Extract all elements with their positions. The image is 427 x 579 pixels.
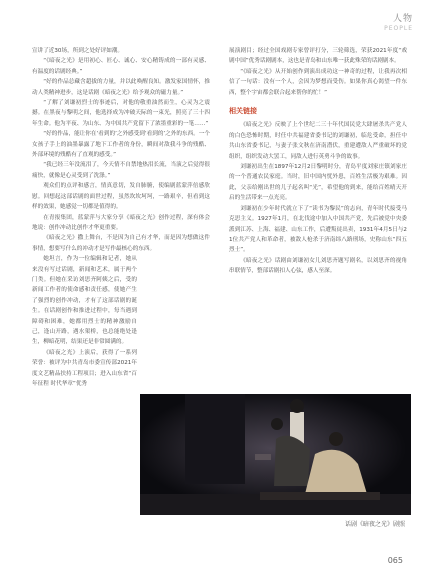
page-number: 065 (387, 556, 403, 565)
section-tag (384, 11, 413, 32)
paragraph: 《暗夜之光》反映了上个世纪二三十年代国民党大肆屠杀共产党人的白色恐怖时期，时任中共福建省委书记的刘谦初，临危受命，担任中共山东省委书记，与妻子张文秋在济南潜伏，重建遭敌人严重破坏的党组织，组织发动大罢工，同敌人进行英勇斗争的故事。 (229, 122, 407, 160)
paragraph: 观众们的点评和感言，情真意切，发自肺腑，使编剧蓝蒙萍倍感欣慰。回想起这部话剧的面世过程，虽然坎坎坷坷，一路艰辛，但看到这样的效果，她感觉一切都是值得的。 (32, 183, 210, 211)
photo-caption: 话剧《暗夜之光》剧照 (344, 521, 405, 528)
related-links-title: 相关链接 (229, 107, 257, 116)
paragraph: “好的作品，能让你在‘看到的’之外感受到‘看到的’之外的东西。一个女孩子手上的油墨暴露了地下工作者的身份，瞬间对敌我斗争的残酷、外部环境的残酷有了直观的感受。” (32, 131, 210, 159)
paragraph: 《暗夜之光》上演后，获得了一系列荣誉：被评为中共青岛市委宣传部2021年度文艺精品扶持工程项目；进入山东省“百年征程 时代华章”优秀 (32, 349, 137, 387)
paragraph: 刘谦初出生在1897年12月2日黎明时分，青岛平度刘家庄镇刘家庄的一个普通农民家庭。当时，旧中国内忧外患，百姓生活极为艰难。因此，父亲给刚出世的儿子起名叫“光”，希望他的到来，能给百姓晴天开启的生活带来一点光亮。 (229, 164, 407, 202)
paragraph: 刘谦初在少年时代就立下了“读书为黎民”的志向，青年时代接受马克思主义。1927年1月，在北伐途中加入中国共产党，先后被党中央委派到江苏、上海、福建、山东工作，后遭叛徒出卖，1931年4月5日与21位共产党人和革命者，被敌人枪杀于济南纬八路刑场，史称山东“四五烈士”。 (229, 205, 407, 254)
paragraph: “《暗夜之光》是用初心、匠心、诚心、安心精铸成的一部有灵感、有温度的话剧经典。” (32, 58, 210, 75)
paragraph: 在青报集团，蓝蒙萍与大家分享《暗夜之光》创作过程，深有体会地说：创作冲动比创作才华更重要。 (32, 214, 210, 231)
paragraph: “《暗夜之光》从开始创作到演出成功这一神奇的过程，让我再次相信了一句话：没有一个人，会因为梦想而受伤。如果你真心渴望一件东西，整个宇宙都会联合起来帮你的忙！” (229, 68, 407, 96)
right-column (229, 46, 407, 277)
left-column (32, 46, 210, 389)
paragraph: “我已经三年没流泪了，今天情不自禁地热泪长流，当演之后觉得很痛快，就像是心灵受到了洗涤。” (32, 162, 210, 179)
stage-photo (140, 394, 411, 515)
paragraph: 《暗夜之光》撒上舞台，不是因为自己有才华，而是因为想做这件事情，想要写什么的冲动才是写作最核心的东西。 (32, 235, 210, 252)
paragraph: 她坦言，作为一位编辑和记者，她从来没有写过话剧，新闻和艺术，属于两个门类。但她在采访刘思齐阿姨之后，受的新闻工作者的使命感和责任感，使她产生了强烈的创作冲动，才有了这部话剧的诞生。在话剧创作和推进过程中，每当遇到障碍和困难，她都用烈士的精神激励自己，逢山开路，遇水架桥，也总能绝处逢生，柳暗花明，结果还是非常圆满的。 (32, 256, 137, 346)
paragraph: “好的作品总藏含超拔的力量，并以此唤醒良知。激发家国情怀，推动人类精神进步，这是话剧《暗夜之光》给予观众的磁力量。” (32, 79, 210, 96)
paragraph: 《暗夜之光》话剧由刘谦初女儿刘思齐题写剧名，以刘思齐的视角串联情节，整部话剧扣人心弦，感人至深。 (229, 257, 407, 275)
paragraph: 宣讲了近30场，所到之处好评如潮。 (32, 48, 124, 54)
paragraph: 展演剧目；经过全国戏剧专家曾评打分，三轮筛选，荣获2021年度“戏剧中国”优秀话剧剧本，这也是青岛和山东唯一获此殊荣的话剧剧本。 (229, 48, 407, 65)
section-subtitle: PEOPLE (384, 25, 413, 32)
stage-photo-illustration (140, 394, 411, 515)
paragraph: “了解了刘谦初烈士的事迹后，对他的敬重油然而生，心灵为之震撼。在黑夜与黎明之间，他选择成为冲破天际的一束光，照亮了三十四年生命。他为平夜、为山东、为中国共产党留下了浓墨重彩的一笔……” (32, 100, 210, 127)
section-title: 人物 (392, 14, 413, 24)
